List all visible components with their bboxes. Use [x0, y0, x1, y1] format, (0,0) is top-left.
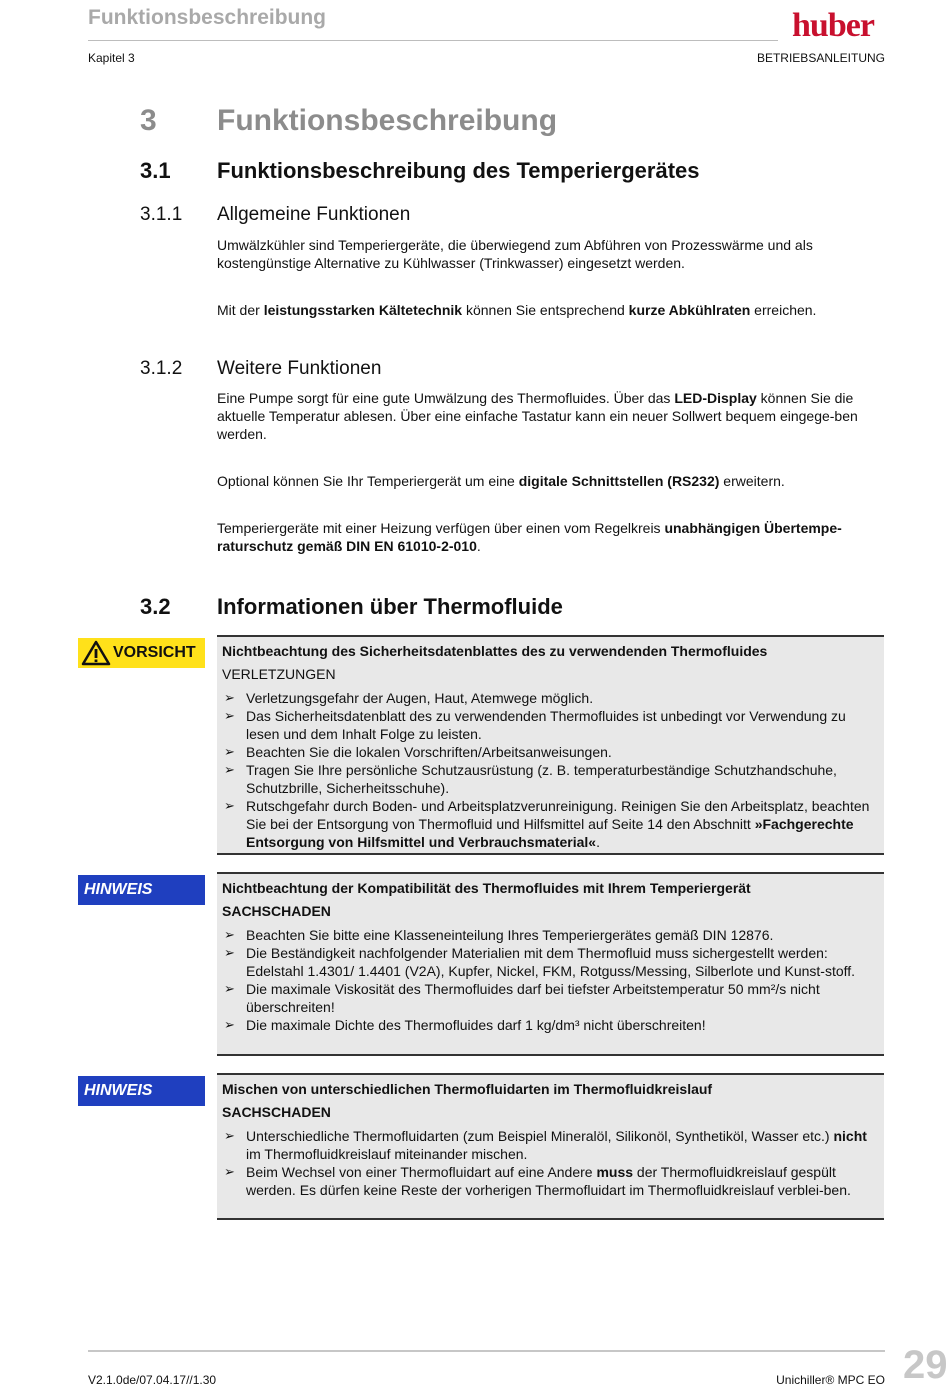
- item-text: Verletzungsgefahr der Augen, Haut, Atemwege möglich.: [246, 690, 594, 706]
- heading-3-1-2: [140, 358, 381, 380]
- text: erweitern.: [719, 473, 785, 489]
- text: .: [476, 538, 481, 554]
- text: im Thermofluidkreislauf miteinander mischen.: [246, 1146, 528, 1162]
- note-notice: [217, 872, 884, 1056]
- notice-title: Nichtbeachtung des Sicherheitsdatenblattes des zu verwendenden Thermofluides: [222, 643, 768, 659]
- heading-title: Allgemeine Funktionen: [217, 204, 411, 225]
- notice-subtitle: VERLETZUNGEN: [222, 666, 336, 682]
- heading-3-1-1: [140, 204, 410, 226]
- header-rule: [88, 40, 778, 41]
- list-item: [222, 1016, 876, 1034]
- bold-text: nicht: [833, 1128, 867, 1144]
- heading-chapter-3: [140, 104, 557, 138]
- notice-list: [217, 926, 884, 1034]
- item-text: Die Beständigkeit nachfolgender Materialien mit dem Thermofluid muss sichergestellt werden: Edelstahl 1.4301/ 1.4401 (V2A), Kupfer, Nickel, FKM, Rotguss/Messing, Silberlote und Kunst-stoff.: [246, 945, 856, 979]
- heading-title: Weitere Funktionen: [217, 358, 382, 379]
- arrow-bullet-icon: ➢: [224, 981, 235, 996]
- item-text: Beachten Sie bitte eine Klasseneinteilung Ihres Temperiergerätes gemäß DIN 12876.: [246, 927, 774, 943]
- bold-text: »Fachgerechte Entsorgung von Hilfsmittel und Verbrauchsmaterial«: [246, 816, 854, 850]
- item-text: Rutschgefahr durch Boden- und Arbeitsplatzverunreinigung. Reinigen Sie den Arbeitsplatz, beachten Sie bei der Entsorgung von Thermofluid und Hilfsmittel auf Seite 14 den Abschnitt: [246, 798, 870, 832]
- arrow-bullet-icon: ➢: [224, 690, 235, 705]
- list-item: [222, 689, 876, 707]
- text: Eine Pumpe sorgt für eine gute Umwälzung des Thermofluides. Über das: [217, 390, 675, 406]
- arrow-bullet-icon: ➢: [224, 1128, 235, 1143]
- heading-number: 3: [140, 104, 157, 137]
- doc-type-label: BETRIEBSANLEITUNG: [756, 51, 885, 65]
- arrow-bullet-icon: ➢: [224, 744, 235, 759]
- text: erreichen.: [750, 302, 817, 318]
- list-item: [222, 980, 876, 1016]
- paragraph: Umwälzkühler sind Temperiergeräte, die überwiegend zum Abführen von Prozesswärme und als kostengünstige Alternative zu Kühlwasser (Trinkwasser) eingesetzt werden.: [217, 237, 813, 271]
- list-item: [222, 743, 876, 761]
- heading-number: 3.2: [140, 594, 171, 619]
- text: Unterschiedliche Thermofluidarten (zum Beispiel Mineralöl, Silikonöl, Synthetiköl, Wasser etc.): [246, 1128, 834, 1144]
- footer-rule: [88, 1350, 885, 1352]
- list-item: [222, 926, 876, 944]
- item-text: Die maximale Viskosität des Thermofluides darf bei tiefster Arbeitstemperatur 50 mm²/s nicht überschreiten!: [246, 981, 820, 1015]
- arrow-bullet-icon: ➢: [224, 927, 235, 942]
- text: Beim Wechsel von einer Thermofluidart auf eine Andere: [246, 1164, 597, 1180]
- bold-text: leistungsstarken Kältetechnik: [263, 302, 463, 318]
- notice-title: Mischen von unterschiedlichen Thermofluidarten im Thermofluidkreislauf: [222, 1081, 713, 1097]
- arrow-bullet-icon: ➢: [224, 708, 235, 723]
- product-label: Unichiller® MPC EO: [776, 1373, 885, 1387]
- heading-number: 3.1: [140, 158, 171, 183]
- list-item: [222, 944, 876, 980]
- warning-triangle-icon: [81, 640, 111, 666]
- caution-badge: [78, 638, 205, 668]
- bold-text: unabhängigen Übertempe-raturschutz gemäß DIN EN 61010-2-010: [217, 520, 842, 554]
- list-item: [222, 707, 876, 743]
- text: können Sie die aktuelle Temperatur ablesen. Über eine einfache Tastatur kann ein neuer Sollwert bequem eingege-ben werden.: [217, 390, 858, 442]
- version-label: V2.1.0de/07.04.17//1.30: [88, 1373, 217, 1387]
- notice-subtitle: SACHSCHADEN: [222, 1104, 331, 1120]
- bold-text: kurze Abkühlraten: [628, 302, 751, 318]
- item-text: Beachten Sie die lokalen Vorschriften/Arbeitsanweisungen.: [246, 744, 612, 760]
- paragraph: [217, 519, 882, 555]
- chapter-label: Kapitel 3: [88, 51, 135, 65]
- list-item: [222, 797, 876, 851]
- text: Temperiergeräte mit einer Heizung verfügen über einen vom Regelkreis: [217, 520, 665, 536]
- heading-3-2: [140, 594, 563, 620]
- text: Optional können Sie Ihr Temperiergerät um eine: [217, 473, 519, 489]
- heading-number: 3.1.2: [140, 358, 183, 379]
- page-number: 29: [903, 1343, 948, 1387]
- note-badge: [78, 1076, 205, 1106]
- note-badge: [78, 875, 205, 905]
- bold-text: digitale Schnittstellen (RS232): [518, 473, 720, 489]
- notice-title: Nichtbeachtung der Kompatibilität des Thermofluides mit Ihrem Temperiergerät: [222, 880, 751, 896]
- heading-3-1: [140, 158, 700, 184]
- list-item: [222, 761, 876, 797]
- item-text: Die maximale Dichte des Thermofluides darf 1 kg/dm³ nicht überschreiten!: [246, 1017, 706, 1033]
- item-text: Das Sicherheitsdatenblatt des zu verwendenden Thermofluides ist unbedingt vor Verwendung zu lesen und dem Inhalt Folge zu leisten.: [246, 708, 846, 742]
- item-text: Tragen Sie Ihre persönliche Schutzausrüstung (z. B. temperaturbeständige Schutzhandschuhe, Schutzbrille, Sicherheitsschuhe).: [246, 762, 837, 796]
- paragraph: [217, 472, 882, 490]
- note-notice: [217, 1073, 884, 1220]
- heading-number: 3.1.1: [140, 204, 183, 225]
- notice-list: [217, 689, 884, 851]
- paragraph: [217, 301, 882, 319]
- arrow-bullet-icon: ➢: [224, 1017, 235, 1032]
- notice-subtitle: SACHSCHADEN: [222, 903, 331, 919]
- list-item: [222, 1127, 876, 1163]
- badge-label: HINWEIS: [84, 881, 153, 898]
- text: können Sie entsprechend: [462, 302, 629, 318]
- arrow-bullet-icon: ➢: [224, 945, 235, 960]
- heading-title: Funktionsbeschreibung des Temperiergerätes: [217, 158, 700, 183]
- bold-text: LED-Display: [674, 390, 757, 406]
- caution-notice: [217, 635, 884, 855]
- heading-title: Informationen über Thermofluide: [217, 594, 563, 619]
- text: Mit der: [217, 302, 264, 318]
- list-item: [222, 1163, 876, 1199]
- huber-logo: huber: [792, 7, 874, 44]
- running-title: Funktionsbeschreibung: [88, 6, 327, 29]
- arrow-bullet-icon: ➢: [224, 798, 235, 813]
- paragraph: [217, 389, 882, 443]
- bold-text: muss: [596, 1164, 634, 1180]
- arrow-bullet-icon: ➢: [224, 762, 235, 777]
- text: .: [596, 834, 600, 850]
- badge-label: HINWEIS: [84, 1082, 153, 1099]
- arrow-bullet-icon: ➢: [224, 1164, 235, 1179]
- heading-title: Funktionsbeschreibung: [217, 104, 558, 137]
- badge-label: VORSICHT: [113, 644, 196, 661]
- notice-list: [217, 1127, 884, 1199]
- text: der Thermofluidkreislauf gespült werden. Es dürfen keine Reste der vorherigen Thermofluidart im Thermofluidkreislauf verblei-ben.: [246, 1164, 851, 1198]
